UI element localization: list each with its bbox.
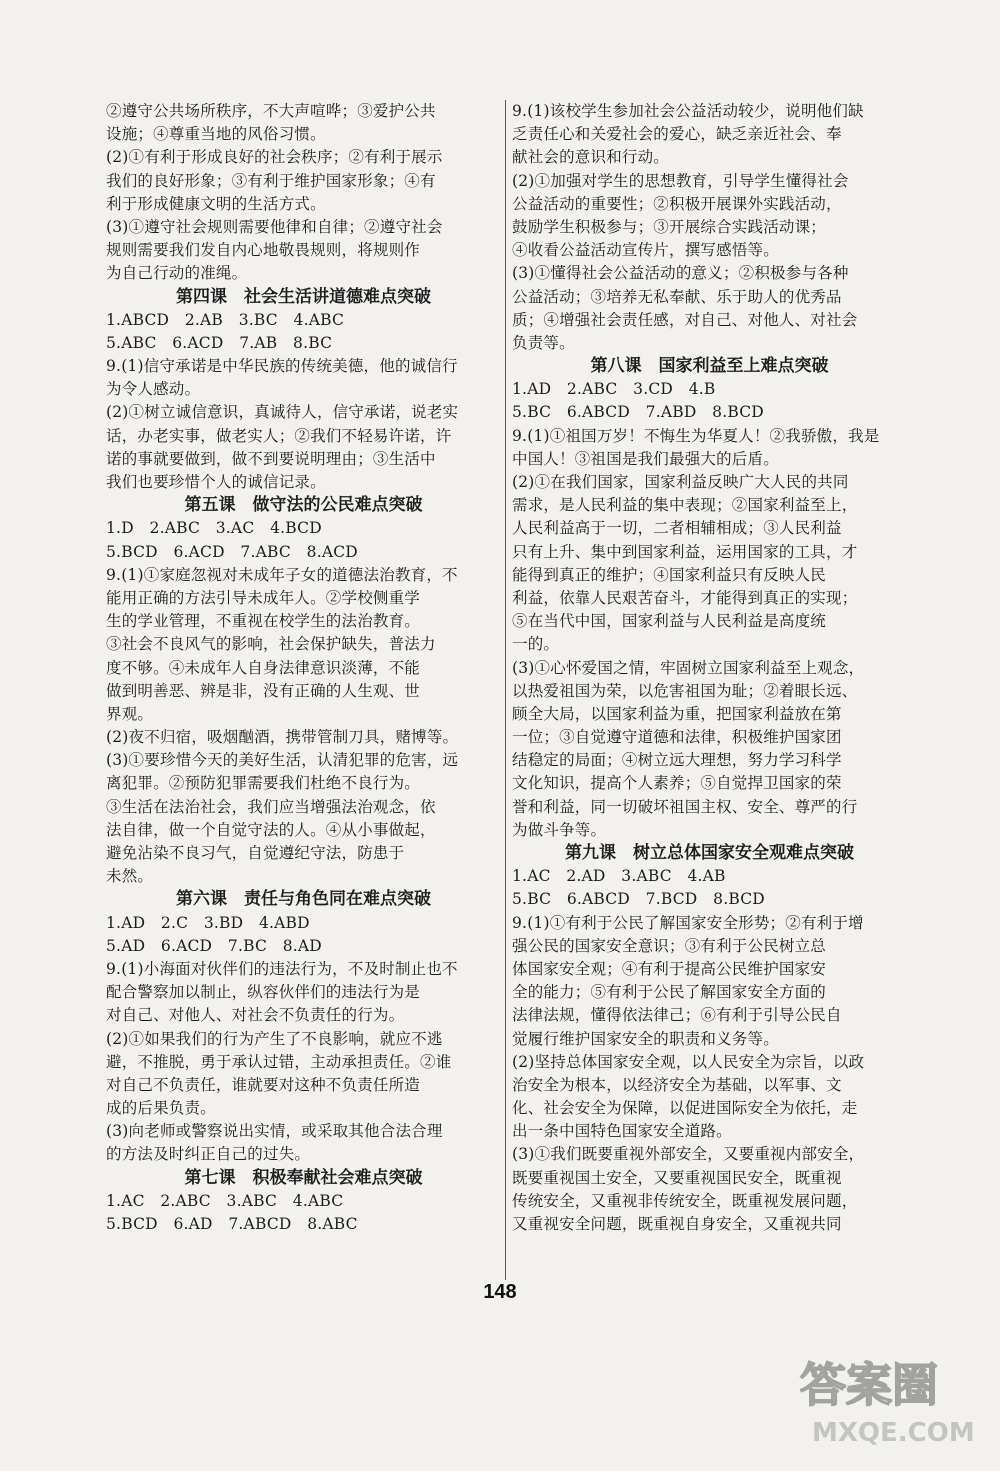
- text-line: 化、社会安全为保障，以促进国际安全为依托，走: [512, 1099, 858, 1118]
- text-line: (2)①有利于形成良好的社会秩序；②有利于展示: [106, 148, 443, 167]
- text-line: 为做斗争等。: [512, 820, 607, 839]
- text-line: 出一条中国特色国家安全道路。: [512, 1122, 732, 1141]
- text-line: 5.AD 6.ACD 7.BC 8.AD: [106, 936, 322, 955]
- right-column: [512, 100, 907, 1236]
- section-heading: 第八课 国家利益至上难点突破: [590, 356, 829, 377]
- text-line: 结稳定的局面；④树立远大理想，努力学习科学: [512, 751, 842, 770]
- text-line: 避免沾染不良习气，自觉遵纪守法，防患于: [106, 844, 405, 862]
- text-line: 成的后果负责。: [106, 1099, 216, 1118]
- text-line: 利益，依靠人民艰苦奋斗，才能得到真正的实现；: [512, 588, 858, 607]
- text-line: 配合警察加以制止，纵容伙伴们的违法行为是: [106, 983, 421, 1002]
- text-line: 度不够。④未成年人自身法律意识淡薄，不能: [106, 658, 421, 677]
- text-line: 体国家安全观；④有利于提高公民维护国家安: [512, 959, 827, 978]
- text-line: 能用正确的方法引导未成年人。②学校侧重学: [106, 588, 421, 607]
- text-line: 只有上升、集中到国家利益，运用国家的工具，才: [512, 542, 858, 561]
- page-number: 148: [483, 1281, 517, 1303]
- text-line: (2)①树立诚信意识，真诚待人，信守承诺，说老实: [106, 403, 459, 422]
- text-line: 诺的事就要做到，做不到要说明理由；③生活中: [106, 449, 436, 468]
- text-line: 鼓励学生积极参与；③开展综合实践活动课；: [512, 217, 827, 236]
- text-line: 5.ABC 6.ACD 7.AB 8.BC: [106, 333, 333, 352]
- text-line: 1.D 2.ABC 3.AC 4.BCD: [106, 519, 322, 538]
- text-line: 传统安全，又重视非传统安全，既重视发展问题，: [512, 1191, 858, 1210]
- text-line: 一的。: [512, 635, 560, 654]
- text-line: 法律法规，懂得依法律己；⑥有利于引导公民自: [512, 1006, 842, 1025]
- text-line: 避，不推脱，勇于承认过错，主动承担责任。②谁: [106, 1052, 452, 1071]
- text-line: 1.AD 2.C 3.BD 4.ABD: [106, 913, 310, 932]
- text-line: (2)坚持总体国家安全观，以人民安全为宗旨，以政: [512, 1052, 865, 1071]
- section-heading: 第四课 社会生活讲道德难点突破: [176, 286, 431, 307]
- watermark-logo: [792, 1343, 982, 1453]
- text-line: 为令人感动。: [106, 380, 201, 399]
- text-line: 觉履行维护国家安全的职责和义务等。: [512, 1029, 779, 1048]
- text-line: 9.(1)小海面对伙伴们的违法行为，不及时制止也不: [106, 959, 458, 978]
- text-line: (2)夜不归宿，吸烟酗酒，携带管制刀具，赌博等。: [106, 728, 459, 747]
- text-line: 既要重视国土安全，又要重视国民安全，既重视: [512, 1168, 842, 1187]
- text-line: 全的能力；⑤有利于公民了解国家安全方面的: [512, 983, 827, 1002]
- text-line: 做到明善恶、辨是非，没有正确的人生观、世: [106, 681, 421, 700]
- text-line: 质；④增强社会责任感，对自己、对他人、对社会: [512, 310, 858, 329]
- text-line: 对自己不负责任，谁就要对这种不负责任所造: [106, 1075, 421, 1094]
- text-line: (3)①要珍惜今天的美好生活，认清犯罪的危害，远: [106, 751, 459, 770]
- text-line: 又重视安全问题，既重视自身安全，又重视共同: [512, 1215, 842, 1233]
- text-line: 5.BC 6.ABCD 7.ABD 8.BCD: [512, 403, 764, 422]
- text-line: 乏责任心和关爱社会的爱心，缺乏亲近社会、奉: [512, 125, 842, 144]
- text-line: 界观。: [106, 704, 154, 723]
- text-line: 我们也要珍惜个人的诚信记录。: [106, 473, 326, 491]
- text-line: 公益活动；③培养无私奉献、乐于助人的优秀品: [512, 287, 842, 306]
- text-line: 公益活动的重要性；②积极开展课外实践活动，: [512, 194, 842, 213]
- text-line: 1.ABCD 2.AB 3.BC 4.ABC: [106, 310, 345, 329]
- text-line: 治安全为根本，以经济安全为基础，以军事、文: [512, 1075, 842, 1094]
- text-line: 我们的良好形象；③有利于维护国家形象；④有: [106, 171, 436, 190]
- text-line: (3)①懂得社会公益活动的意义；②积极参与各种: [512, 264, 849, 283]
- text-line: 文化知识，提高个人素养；⑤自觉捍卫国家的荣: [512, 774, 842, 793]
- text-line: 9.(1)信守承诺是中华民族的传统美德，他的诚信行: [106, 357, 458, 376]
- text-line: (2)①加强对学生的思想教育，引导学生懂得社会: [512, 171, 849, 190]
- text-line: ④收看公益活动宣传片，撰写感悟等。: [512, 241, 779, 260]
- text-line: 5.BCD 6.ACD 7.ABC 8.ACD: [106, 542, 358, 561]
- text-line: 5.BCD 6.AD 7.ABCD 8.ABC: [106, 1215, 358, 1233]
- section-heading: 第七课 积极奉献社会难点突破: [184, 1167, 423, 1188]
- text-line: 的方法及时纠正自己的过失。: [106, 1145, 311, 1164]
- text-line: 法自律，做一个自觉守法的人。④从小事做起，: [106, 820, 436, 839]
- text-line: ③社会不良风气的影响，社会保护缺失，普法力: [106, 635, 436, 654]
- text-line: 9.(1)①祖国万岁！不悔生为华夏人！②我骄傲，我是: [512, 426, 880, 445]
- text-line: 1.AC 2.ABC 3.ABC 4.ABC: [106, 1191, 344, 1210]
- text-line: (2)①在我们国家，国家利益反映广大人民的共同: [512, 473, 849, 491]
- text-line: (2)①如果我们的行为产生了不良影响，就应不逃: [106, 1029, 443, 1048]
- text-line: (3)①心怀爱国之情，牢固树立国家利益至上观念，: [512, 658, 865, 677]
- text-line: 1.AD 2.ABC 3.CD 4.B: [512, 380, 716, 399]
- text-line: 能得到真正的维护；④国家利益只有反映人民: [512, 565, 827, 584]
- text-line: 对自己、对他人、对社会不负责任的行为。: [106, 1006, 405, 1025]
- text-line: 9.(1)①有利于公民了解国家安全形势；②有利于增: [512, 913, 864, 932]
- text-line: 以热爱祖国为荣，以危害祖国为耻；②着眼长远、: [512, 681, 858, 700]
- text-line: 9.(1)①家庭忽视对未成年子女的道德法治教育，不: [106, 565, 458, 584]
- watermark-url: MXQE.COM: [812, 1418, 975, 1448]
- text-line: 9.(1)该校学生参加社会公益活动较少，说明他们缺: [512, 102, 864, 120]
- text-line: 话，办老实事，做老实人；②我们不轻易许诺，许: [106, 426, 452, 445]
- text-line: 一位；③自觉遵守道德和法律，积极维护国家团: [512, 728, 842, 747]
- text-line: ②遵守公共场所秩序，不大声喧哗；③爱护公共: [106, 102, 436, 120]
- text-line: 设施；④尊重当地的风俗习惯。: [106, 125, 326, 144]
- text-line: 强公民的国家安全意识；③有利于公民树立总: [512, 936, 827, 955]
- text-line: 利于形成健康文明的生活方式。: [106, 194, 326, 213]
- text-line: (3)①我们既要重视外部安全，又要重视内部安全，: [512, 1145, 865, 1164]
- text-line: 离犯罪。②预防犯罪需要我们杜绝不良行为。: [106, 774, 421, 793]
- text-line: 顾全大局，以国家利益为重，把国家利益放在第: [512, 704, 842, 723]
- section-heading: 第九课 树立总体国家安全观难点突破: [565, 843, 854, 863]
- watermark-text: 答案圈: [800, 1358, 938, 1412]
- text-line: 誉和利益，同一切破坏祖国主权、安全、尊严的行: [512, 797, 858, 816]
- text-line: 献社会的意识和行动。: [512, 148, 670, 167]
- text-line: 1.AC 2.AD 3.ABC 4.AB: [512, 867, 726, 886]
- text-line: (3)向老师或警察说出实情，或采取其他合法合理: [106, 1122, 443, 1141]
- text-line: 人民利益高于一切，二者相辅相成；③人民利益: [512, 519, 842, 538]
- text-line: ③生活在法治社会，我们应当增强法治观念，依: [106, 797, 436, 816]
- text-line: 生的学业管理，不重视在校学生的法治教育。: [106, 612, 421, 631]
- text-line: 负责等。: [512, 333, 575, 352]
- text-line: (3)①遵守社会规则需要他律和自律；②遵守社会: [106, 217, 443, 236]
- text-line: 为自己行动的准绳。: [106, 264, 248, 283]
- left-column: [106, 100, 501, 1236]
- column-divider: [505, 100, 506, 1280]
- text-line: 中国人！③祖国是我们最强大的后盾。: [512, 449, 779, 468]
- text-line: ⑤在当代中国，国家利益与人民利益是高度统: [512, 612, 827, 631]
- text-line: 需求，是人民利益的集中表现；②国家利益至上，: [512, 496, 858, 515]
- text-line: 未然。: [106, 867, 154, 886]
- section-heading: 第五课 做守法的公民难点突破: [184, 495, 423, 516]
- text-line: 5.BC 6.ABCD 7.BCD 8.BCD: [512, 890, 765, 909]
- section-heading: 第六课 责任与角色同在难点突破: [176, 889, 431, 910]
- text-line: 规则需要我们发自内心地敬畏规则，将规则作: [106, 241, 421, 260]
